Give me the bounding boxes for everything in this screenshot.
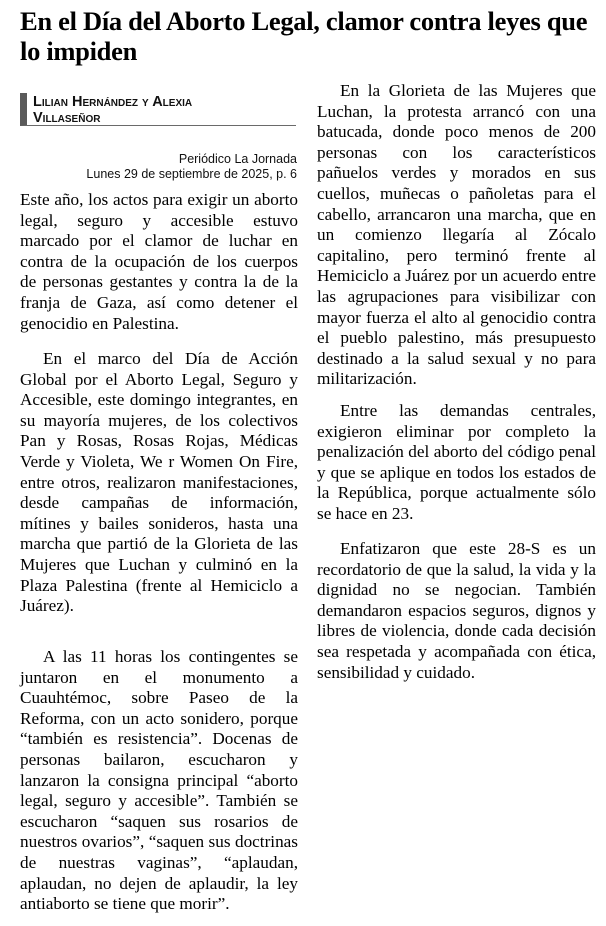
paragraph-2: En el marco del Día de Acción Global por el Aborto Legal, Seguro y Accesible, este domingo integrantes, en su mayoría mujeres, de los colectivos Pan y Rosas, Rosas Rojas, Médicas Verde y Violeta, We r Women On Fire, entre otros, realizaron manifestaciones, desde campañas de información, mítines y bailes sonideros, hasta una marcha que partió de la Glorieta de las Mujeres que Luchan y culminó en la Plaza Palestina (frente al Hemiciclo a Juárez). <box>20 349 298 616</box>
paragraph-5: Entre las demandas centrales, exigieron eliminar por completo la penalización del aborto del código penal y que se aplique en todos los estados de la República, porque actualmente sólo se hace en 23. <box>317 401 596 523</box>
publication-name: Periódico La Jornada <box>178 152 297 166</box>
article-headline: En el Día del Aborto Legal, clamor contra leyes que lo impiden <box>20 6 588 66</box>
paragraph-3: A las 11 horas los contingentes se juntaron en el monumento a Cuauhtémoc, sobre Paseo de la Reforma, con un acto sonidero, porque “también es resistencia”. Docenas de personas bailaron, escucharon y lanzaron la consigna principal “aborto legal, seguro y accesible”. También se escucharon “saquen sus rosarios de nuestros ovarios”, “saquen sus doctrinas de nuestras vaginas”, “aplaudan, aplaudan, no dejen de aplaudir, la ley antiaborto se tiene que morir”. <box>20 647 298 914</box>
source-info <box>20 152 297 182</box>
byline-authors-line-1: Lilian Hernández y Alexia <box>33 94 193 110</box>
paragraph-1: Este año, los actos para exigir un aborto legal, seguro y accesible estuvo marcado por el clamor de luchar en contra de la ocupación de los cuerpos de personas gestantes y contra la de la franja de Gaza, así como detener el genocidio en Palestina. <box>20 190 298 333</box>
publication-date: Lunes 29 de septiembre de 2025, p. 6 <box>86 167 297 181</box>
byline <box>20 93 296 126</box>
paragraph-4: En la Glorieta de las Mujeres que Luchan, la protesta arrancó con una batucada, donde poco menos de 200 personas con los característicos pañuelos verdes y morados en sus cuellos, muñecas o pañoletas para el cabello, arrancaron una marcha, que en un comienzo llegaría al Zócalo capitalino, pero terminó frente al Hemiciclo a Juárez por un acuerdo entre las agrupaciones para visibilizar con mayor fuerza el alto al genocidio contra el pueblo palestino, más presupuesto destinado a la salud sexual y no para militarización. <box>317 81 596 389</box>
paragraph-6: Enfatizaron que este 28-S es un recordatorio de que la salud, la vida y la dignidad no se negocian. También demandaron espacios seguros, dignos y libres de violencia, donde cada decisión sea respetada y acompañada con ética, sensibilidad y cuidado. <box>317 539 596 682</box>
byline-authors-line-2: Villaseñor <box>33 110 101 126</box>
